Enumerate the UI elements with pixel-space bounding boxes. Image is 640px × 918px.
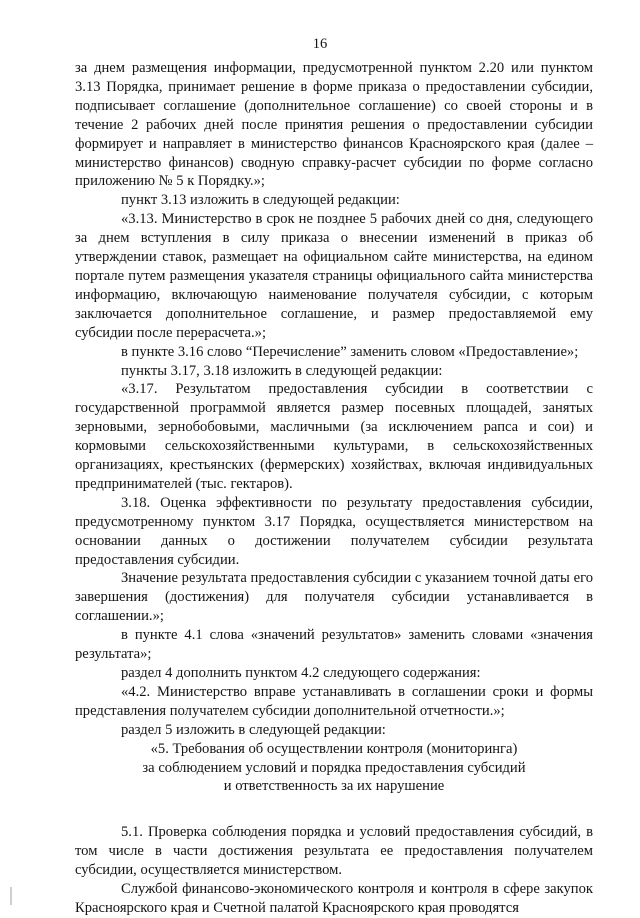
heading-spacer [75, 796, 593, 823]
page-number: 16 [312, 36, 328, 52]
paragraph-continuation: за днем размещения информации, предусмотренной пунктом 2.20 или пунктом 3.13 Порядка, принимает решение в форме приказа о предоставлении субсидии, подписывает соглашение (дополнительное соглашение) со своей стороны и в течение 2 рабочих дней после принятия решения о предоставлении субсидии формирует и направляет в министерство финансов Красноярского края (далее – министерство финансов) сводную справку-расчет субсидии по форме согласно приложению № 5 к Порядку.»; [75, 60, 593, 190]
paragraph-point-3-17: «3.17. Результатом предоставления субсидии в соответствии с государственной программой является размер посевных площадей, занятых зерновыми, зернобобовыми, масличными (за исключением рапса и сои) и кормовыми сельскохозяйственными культурами, в сельскохозяйственных организациях, крестьянских (фермерских) хозяйствах, включая индивидуальных предпринимателей (тыс. гектаров). [75, 381, 593, 492]
scan-edge-mark [10, 887, 12, 905]
paragraph-amendment-section-5: раздел 5 изложить в следующей редакции: [121, 721, 386, 738]
document-body [75, 59, 593, 918]
paragraph-amendment-3-13-intro: пункт 3.13 изложить в следующей редакции: [121, 192, 400, 209]
paragraph-amendment-section-4: раздел 4 дополнить пунктом 4.2 следующего содержания: [121, 665, 481, 681]
paragraph-result-value: Значение результата предоставления субсидии с указанием точной даты его завершения (достижения) для получателя субсидии устанавливается в соглашении.»; [75, 570, 593, 625]
paragraph-point-3-13: «3.13. Министерство в срок не позднее 5 рабочих дней со дня, следующего за днем вступления в силу приказа о внесении изменений в приказ об утверждении ставок, размещает на официальном сайте министерства, на едином портале путем размещения указателя страницы официального сайта министерства информацию, включающую наименование получателя субсидии, с которым заключается дополнительное соглашение, и размер предоставляемой ему субсидии после перерасчета.»; [75, 211, 593, 341]
paragraph-amendment-3-16: в пункте 3.16 слово “Перечисление” заменить словом «Предоставление»; [121, 343, 579, 360]
paragraph-control-services: Службой финансово-экономического контроля и контроля в сфере закупок Красноярского края и Счетной палатой Красноярского края проводятся [75, 881, 593, 916]
paragraph-point-3-18: 3.18. Оценка эффективности по результату предоставления субсидии, предусмотренному пунктом 3.17 Порядка, осуществляется министерством на основании данных о достижении получателем субсидии результата предоставления субсидии. [75, 494, 593, 568]
paragraph-point-5-1: 5.1. Проверка соблюдения порядка и условий предоставления субсидий, в том числе в части достижения результата ее предоставления получателем субсидии, осуществляется министерством. [75, 824, 593, 879]
section-5-heading [75, 740, 593, 797]
paragraph-amendment-4-1: в пункте 4.1 слова «значений результатов» заменить словами «значения результата»; [75, 627, 593, 663]
section-heading-line-2: за соблюдением условий и порядка предоставления субсидий [142, 759, 526, 776]
paragraph-amendment-3-17-3-18-intro: пункты 3.17, 3.18 изложить в следующей редакции: [121, 362, 443, 379]
paragraph-point-4-2: «4.2. Министерство вправе устанавливать в соглашении сроки и формы представления получателем субсидии дополнительной отчетности.»; [75, 683, 593, 719]
section-heading-line-3: и ответственность за их нарушение [223, 778, 445, 795]
section-heading-line-1: «5. Требования об осуществлении контроля (мониторинга) [150, 740, 518, 757]
